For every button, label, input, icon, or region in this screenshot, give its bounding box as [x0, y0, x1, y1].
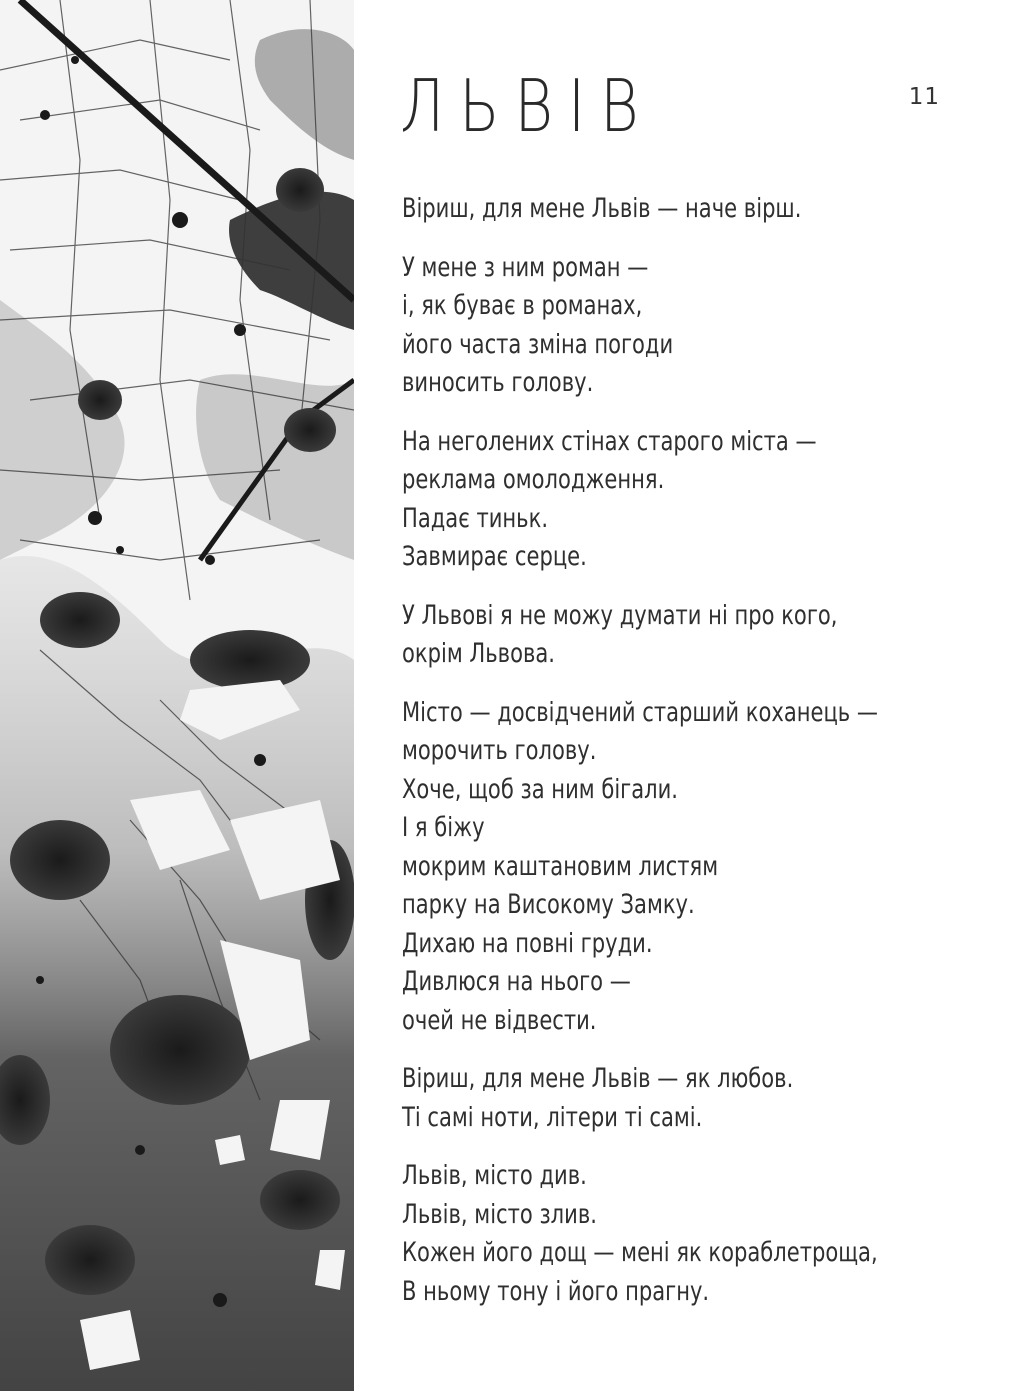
- poem-line: мокрим каштановим листям: [402, 850, 719, 882]
- stanza: [402, 423, 1002, 577]
- poem-line: Ті самі ноти, літери ті самі.: [402, 1101, 703, 1133]
- poem-line: Львів, місто злив.: [402, 1198, 597, 1230]
- poem-line: Львів, місто див.: [402, 1160, 587, 1191]
- poem-line: Віриш, для мене Львів — як любов.: [402, 1063, 794, 1094]
- poem-line: Віриш, для мене Львів — наче вірш.: [402, 193, 802, 224]
- poem-line: Падає тиньк.: [402, 502, 549, 534]
- poem-line: Місто — досвідчений старший коханець —: [402, 696, 878, 728]
- poem-title: ЛЬВІВ: [400, 64, 654, 148]
- poem-line: і, як буває в романах,: [402, 290, 643, 321]
- poem-line: окрім Львова.: [402, 638, 555, 669]
- poem-line: морочить голову.: [402, 735, 597, 766]
- poem-line: Хоче, щоб за ним бігали.: [402, 773, 678, 805]
- stanza: [402, 249, 1002, 403]
- poem-line: В ньому тону і його прагну.: [402, 1275, 710, 1307]
- poem-line: Завмирає серце.: [402, 541, 587, 572]
- poem-line: У мене з ним роман —: [402, 251, 649, 283]
- stanza: [402, 1157, 1002, 1311]
- stanza: [402, 694, 1002, 1041]
- poem-line: очей не відвести.: [402, 1004, 597, 1036]
- poem-line: його часта зміна погоди: [402, 328, 674, 360]
- poem-line: У Львові я не можу думати ні про кого,: [402, 599, 838, 631]
- page-number: 11: [908, 84, 940, 110]
- poem-line: реклама омолодження.: [402, 464, 665, 495]
- ink-map-illustration: [0, 0, 354, 1391]
- stanza: [402, 190, 1002, 229]
- poem-line: парку на Високому Замку.: [402, 889, 695, 920]
- poem-line: Дихаю на повні груди.: [402, 927, 653, 959]
- poem-body: [402, 190, 1002, 1331]
- poem-line: Дивлюся на нього —: [402, 966, 631, 997]
- stanza: [402, 597, 1002, 674]
- poem-line: І я біжу: [402, 812, 485, 843]
- stanza: [402, 1060, 1002, 1137]
- poem-line: виносить голову.: [402, 367, 594, 398]
- poem-line: Кожен його дощ — мені як кораблетроща,: [402, 1237, 878, 1268]
- poem-line: На неголених стінах старого міста —: [402, 425, 817, 457]
- ink-map-icon: [0, 0, 354, 1391]
